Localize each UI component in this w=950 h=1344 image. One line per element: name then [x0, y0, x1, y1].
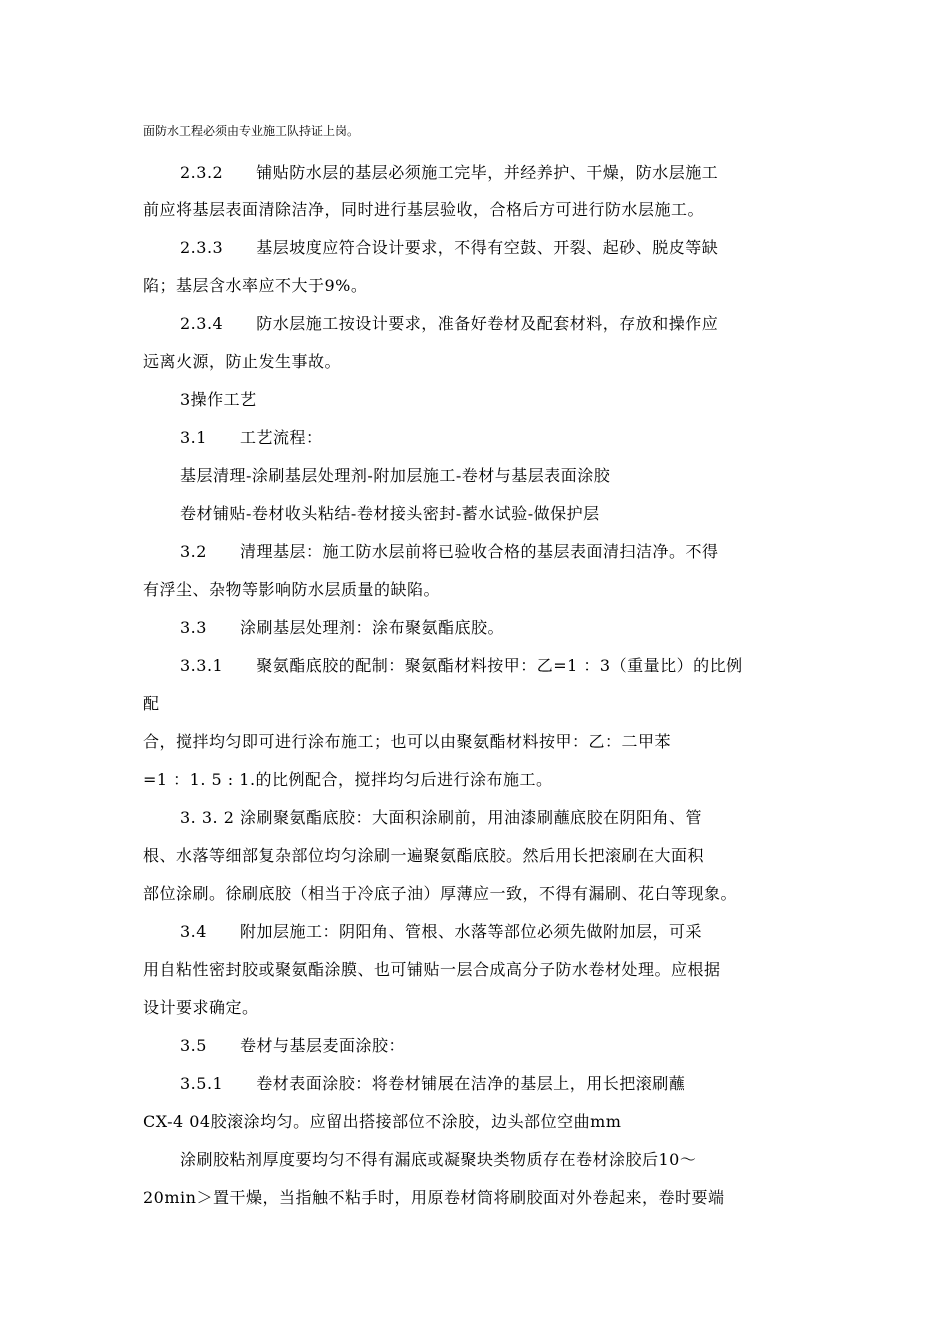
- text-line-18: =1 ：1. 5 : 1.的比例配合，搅拌均匀后进行涂布施工。: [143, 770, 553, 789]
- text-line-5: 陷；基层含水率应不大于9%。: [143, 276, 368, 295]
- process-flow-line-2: 卷材铺贴-卷材收头粘结-卷材接头密封-蓄水试验-做保护层: [180, 504, 600, 523]
- text-line-29: 20min＞置干燥，当指触不粘手时，用原卷材筒将刷胶面对外卷起来，卷时要端: [143, 1188, 725, 1207]
- text-line-13: 有浮尘、杂物等影响防水层质量的缺陷。: [143, 580, 441, 599]
- text-line-21: 部位涂刷。徐刷底胶（相当于冷底子油）厚薄应一致，不得有漏刷、花白等现象。: [143, 884, 738, 903]
- text-line-6: 2.3.4 防水层施工按设计要求，准备好卷材及配套材料，存放和操作应: [180, 314, 719, 333]
- text-line-1: 面防水工程必须由专业施工队持证上岗。: [143, 124, 360, 138]
- text-line-20: 根、水落等细部复杂部位均匀涂刷一遍聚氨酯底胶。然后用长把滚刷在大面积: [143, 846, 705, 865]
- text-line-25: 3.5 卷材与基层麦面涂胶：: [180, 1036, 405, 1055]
- text-line-27: CX-4 04胶滚涂均匀。应留出搭接部位不涂胶，边头部位空曲mm: [143, 1112, 622, 1131]
- text-line-12: 3.2 清理基层：施工防水层前将已验收合格的基层表面清扫洁净。不得: [180, 542, 719, 561]
- text-line-19: 3. 3. 2 涂刷聚氨酯底胶：大面积涂刷前，用油漆刷蘸底胶在阴阳角、管: [180, 808, 702, 827]
- text-line-17: 合，搅拌均匀即可进行涂布施工；也可以由聚氨酯材料按甲：乙：二甲苯: [143, 732, 672, 751]
- text-line-28: 涂刷胶粘剂厚度要均匀不得有漏底或凝聚块类物质存在卷材涂胶后10〜: [180, 1150, 697, 1169]
- text-line-22: 3.4 附加层施工：阴阳角、管根、水落等部位必须先做附加层，可采: [180, 922, 702, 941]
- process-flow-line-1: 基层清理-涂刷基层处理剂-附加层施工-卷材与基层表面涂胶: [180, 466, 611, 485]
- text-line-16: 配: [143, 694, 160, 713]
- text-line-15: 3.3.1 聚氨酯底胶的配制：聚氨酯材料按甲：乙=1 ：3（重量比）的比例: [180, 656, 743, 675]
- text-line-7: 远离火源，防止发生事故。: [143, 352, 342, 371]
- text-line-14: 3.3 涂刷基层处理剂：涂布聚氨酯底胶。: [180, 618, 504, 637]
- text-line-4: 2.3.3 基层坡度应符合设计要求，不得有空鼓、开裂、起砂、脱皮等缺: [180, 238, 719, 257]
- text-line-2: 2.3.2 铺贴防水层的基层必须施工完毕，并经养护、干燥，防水层施工: [180, 163, 719, 182]
- text-line-26: 3.5.1 卷材表面涂胶：将卷材铺展在洁净的基层上，用长把滚刷蘸: [180, 1074, 686, 1093]
- text-line-24: 设计要求确定。: [143, 998, 259, 1017]
- section-heading-3: 3操作工艺: [180, 390, 257, 409]
- text-line-23: 用自粘性密封胶或聚氨酯涂膜、也可铺贴一层合成高分子防水卷材处理。应根据: [143, 960, 721, 979]
- text-line-3: 前应将基层表面清除洁净，同时进行基层验收，合格后方可进行防水层施工。: [143, 200, 705, 219]
- text-line-9: 3.1 工艺流程：: [180, 428, 323, 447]
